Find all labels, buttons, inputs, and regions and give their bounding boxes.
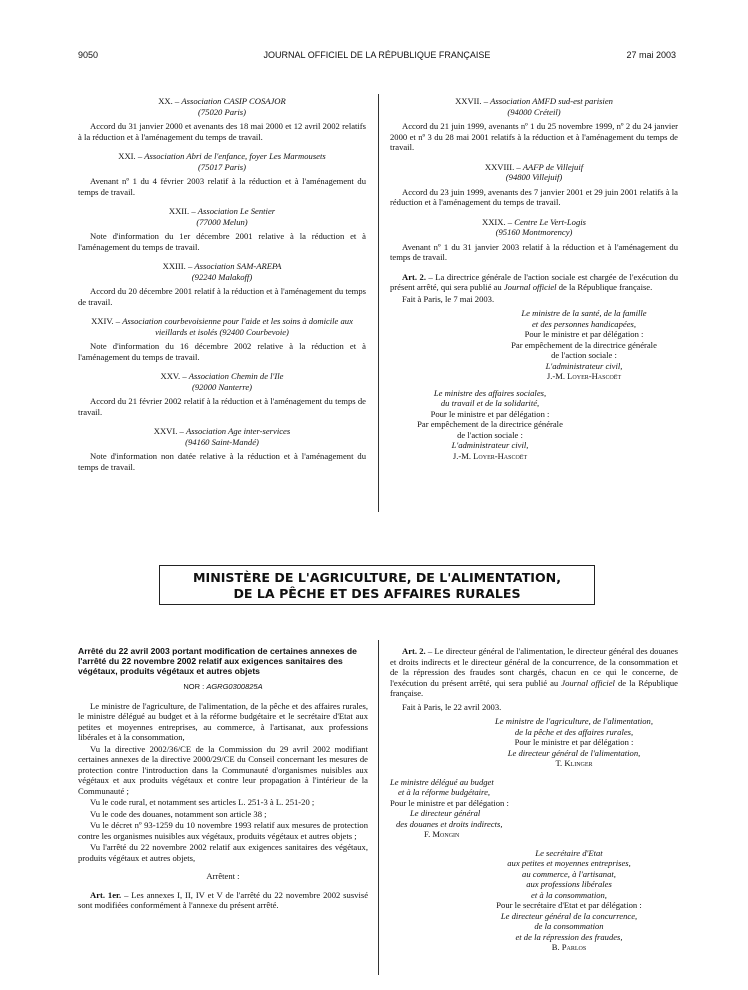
association-heading: XX. – Association CASIP COSAJOR (158, 96, 286, 106)
association-place: (95160 Montmorency) (495, 227, 573, 237)
top-left-column (78, 96, 366, 481)
top-signature-2: Le ministre des affaires sociales, du travail et de la solidarité, Pour le ministre et par délégation : Par empêchement de la directrice générale de l'action sociale : L'administrateur civil, J.-M. Loyer-Hascoët (417, 387, 563, 461)
decree-signature-2: Le ministre délégué au budget et à la réforme budgétaire, Pour le ministre et par délégation : Le directeur général des douanes et droits indirects, F. Mongin (390, 776, 509, 839)
association-place: (94160 Saint-Mandé) (185, 436, 259, 447)
preamble-paragraph: Vu le code des douanes, notamment son article 38 ; (90, 808, 267, 819)
decree-title: Arrêté du 22 avril 2003 portant modification de certaines annexes de l'arrêté du 22 novembre 2002 relatif aux exigences sanitaires des végétaux, produits végétaux et autres objets (78, 646, 357, 676)
association-place: (75017 Paris) (198, 161, 246, 172)
association-entry (78, 206, 366, 252)
top-right-column (390, 96, 678, 467)
decree-preamble (78, 701, 368, 864)
ministry-line-1: MINISTÈRE DE L'AGRICULTURE, DE L'ALIMENTATION, (192, 570, 561, 585)
ministry-banner (159, 565, 595, 605)
decree-left-column (78, 646, 368, 911)
association-entry (78, 316, 366, 362)
association-place: (94000 Créteil) (507, 106, 561, 117)
preamble-paragraph: Vu l'arrêté du 22 novembre 2002 relatif aux exigences sanitaires des végétaux, produits végétaux et autres objets, (78, 842, 368, 863)
association-entry (78, 371, 366, 417)
top-signature-1: Le ministre de la santé, de la famille et des personnes handicapées, Pour le ministre et par délégation : Par empêchement de la directrice générale de l'action sociale : L'administrateur civil, J.-M. Loyer-Hascoët (511, 308, 657, 381)
page-header (78, 50, 676, 64)
agreement-text: Note d'information du 1er décembre 2001 relative à la réduction et à l'aménagement du temps de travail. (78, 231, 366, 252)
page-number: 9050 (78, 50, 99, 60)
association-entry (78, 151, 366, 197)
association-heading: XXVII. – Association AMFD sud-est parisien (455, 96, 613, 106)
preamble-paragraph: Vu le code rural, et notamment ses articles L. 251-3 à L. 251-20 ; (90, 797, 315, 807)
column-divider (378, 94, 379, 512)
top-article-2: Art. 2. – La directrice générale de l'action sociale est chargée de l'exécution du présent arrêté, qui sera publié au Journal officiel de la République française. Fait à Paris, le 7 mai 2003. (390, 271, 678, 304)
agreement-text: Accord du 21 février 2002 relatif à la réduction et à l'aménagement du temps de travail. (78, 396, 366, 417)
decree-article-1: Art. 1er. – Les annexes I, II, IV et V de l'arrêté du 22 novembre 2002 susvisé sont modifiées conformément à l'annexe du présent arrêté. (78, 889, 369, 910)
association-heading: XXV. – Association Chemin de l'Ile (160, 371, 284, 381)
decree-done-at: Fait à Paris, le 22 avril 2003. (402, 701, 502, 712)
ministry-line-2: DE LA PÊCHE ET DES AFFAIRES RURALES (233, 586, 521, 601)
preamble-paragraph: Le ministre de l'agriculture, de l'alimentation, de la pêche et des affaires rurales, le ministre délégué au budget et à la réforme budgétaire et le secrétaire d'Etat aux petites et moyennes entreprises, au commerce, à l'artisanat, aux professions libérales et à la consommation, (78, 700, 368, 742)
association-entry (78, 426, 366, 472)
preamble-paragraph: Vu la directive 2002/36/CE de la Commission du 29 avril 2002 modifiant certaines annexes de la directive 2000/29/CE du Conseil concernant les mesures de protection contre l'introduction dans la Communauté d'organismes nuisibles aux végétaux et aux produits végétaux et contre leur propagation à l'intérieur de la Communauté ; (78, 743, 368, 796)
preamble-paragraph: Vu le décret nº 93-1259 du 10 novembre 1993 relatif aux mesures de protection contre les organismes nuisibles aux végétaux, produits végétaux et autres objets ; (78, 820, 368, 841)
issue-date: 27 mai 2003 (626, 50, 676, 60)
decree-signature-3: Le secrétaire d'Etat aux petites et moyennes entreprises, au commerce, à l'artisanat, aux professions libérales et à la consommation, Pour le secrétaire d'Etat et par délégation : Le directeur général de la concurrence, de la consommation et de la répression des fraudes, B. Parlos (496, 847, 642, 952)
decree-signature-1: Le ministre de l'agriculture, de l'alimentation, de la pêche et des affaires rurales, Pour le ministre et par délégation : Le directeur général de l'alimentation, T. Klinger (495, 716, 653, 768)
top-done-at: Fait à Paris, le 7 mai 2003. (402, 293, 495, 304)
association-entry (390, 217, 678, 263)
association-heading: XXIII. – Association SAM-AREPA (162, 261, 282, 271)
association-heading: XXVI. – Association Age inter-services (153, 426, 291, 436)
association-place: (77000 Melun) (196, 216, 248, 227)
agreement-text: Accord du 20 décembre 2001 relatif à la réduction et à l'aménagement du temps de travail. (78, 286, 366, 307)
arretent: Arrêtent : (206, 871, 240, 881)
association-heading: XXVIII. – AAFP de Villejuif (484, 161, 584, 172)
nor-reference: NOR : AGRG0300825A (183, 682, 263, 691)
agreement-text: Avenant nº 1 du 4 février 2003 relatif à la réduction et à l'aménagement du temps de travail. (78, 176, 366, 197)
agreement-text: Avenant nº 1 du 31 janvier 2003 relatif à la réduction et à l'aménagement du temps de travail. (390, 241, 678, 262)
association-heading: XXIV. – Association courbevoisienne pour l'aide et les soins à domicile aux vieillards et isolés (92400 Courbevoie) (91, 316, 353, 337)
association-entry (78, 261, 366, 307)
agreement-text: Accord du 21 juin 1999, avenants nº 1 du 25 novembre 1999, nº 2 du 24 janvier 2000 et nº 3 du 28 mai 2001 relatifs à la réduction et à l'aménagement du temps de travail. (390, 121, 678, 152)
association-entry (390, 162, 678, 208)
association-place: (92000 Nanterre) (191, 381, 253, 392)
agreement-text: Note d'information du 16 décembre 2002 relative à la réduction et à l'aménagement du temps de travail. (78, 341, 366, 362)
decree-article-2: Art. 2. – Le directeur général de l'alimentation, le directeur général des douanes et droits indirects et le directeur général de la concurrence, de la consommation et de la répression des fraudes sont chargés, chacun en ce qui le concerne, de l'exécution du présent arrêté, qui sera publié au Journal officiel de la République française. Fait à Paris, le 22 avril 2003. (390, 646, 679, 712)
association-entry (78, 96, 366, 142)
agreement-text: Accord du 31 janvier 2000 et avenants des 18 mai 2000 et 12 avril 2002 relatifs à la réduction et à l'aménagement du temps de travail. (78, 121, 366, 142)
agreement-text: Note d'information non datée relative à la réduction et à l'aménagement du temps de travail. (78, 451, 366, 472)
association-place: (92240 Malakoff) (191, 271, 253, 282)
association-place: (75020 Paris) (198, 106, 246, 117)
column-divider-bottom (378, 640, 379, 975)
association-heading: XXII. – Association Le Sentier (168, 206, 276, 216)
association-place: (94800 Villejuif) (505, 172, 563, 182)
association-heading: XXI. – Association Abri de l'enfance, foyer Les Marmousets (118, 151, 326, 161)
decree-right-column (390, 646, 678, 959)
association-entry (390, 96, 678, 153)
agreement-text: Accord du 23 juin 1999, avenants des 7 janvier 2001 et 29 juin 2001 relatifs à la réduction et à l'aménagement du temps de travail. (390, 186, 678, 207)
journal-title: JOURNAL OFFICIEL DE LA RÉPUBLIQUE FRANÇAISE (263, 50, 491, 60)
association-heading: XXIX. – Centre Le Vert-Logis (481, 216, 586, 227)
